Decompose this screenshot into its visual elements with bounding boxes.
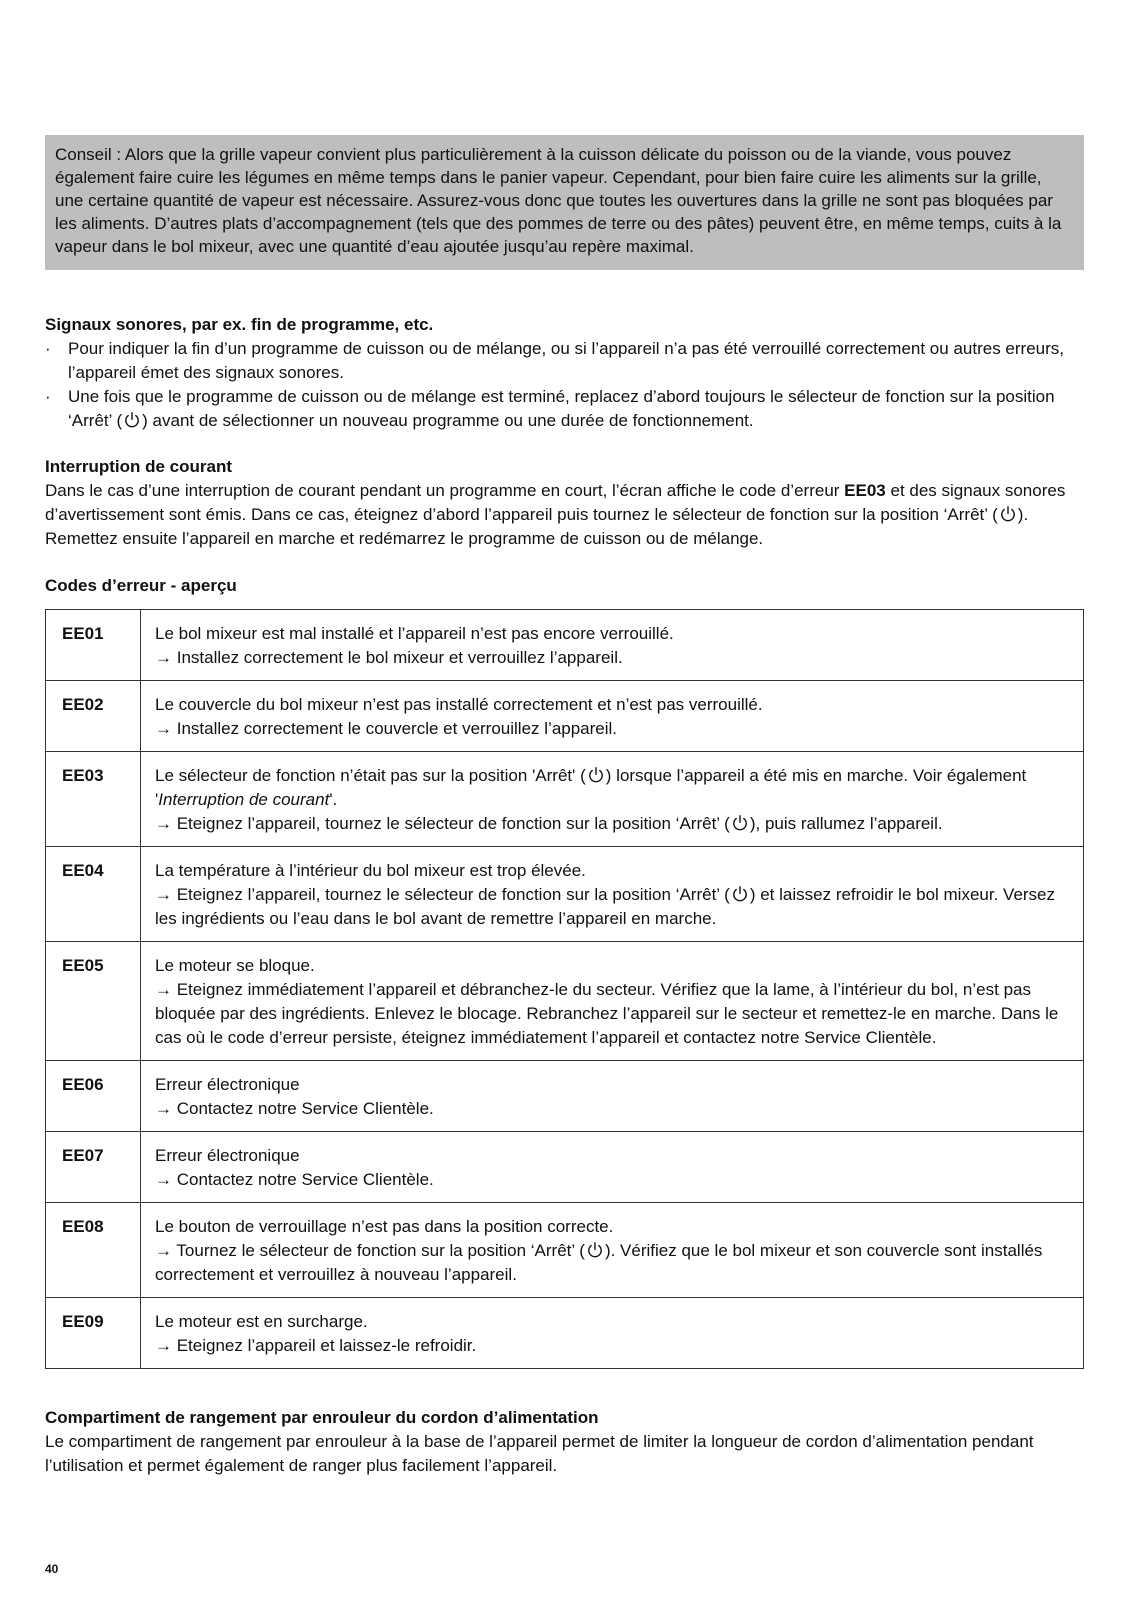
table-row (46, 847, 1084, 942)
error-description (141, 752, 1084, 847)
power-icon (123, 411, 141, 429)
power-outage-text (45, 479, 1087, 551)
table-row (46, 942, 1084, 1061)
error-codes-heading: Codes d’erreur - aperçu (45, 576, 237, 595)
error-line-1-end: '. (329, 790, 338, 809)
power-icon (587, 766, 605, 784)
storage-text: Le compartiment de rangement par enrouleur à la base de l’appareil permet de limiter la longueur de cordon d’alimentation pendant l’utilisation et permet également de ranger plus facilement l’appareil. (45, 1432, 1034, 1475)
error-code: EE08 (46, 1203, 141, 1298)
list-item (45, 385, 1087, 433)
error-line-1: Le moteur se bloque. (155, 956, 315, 975)
error-description (141, 1132, 1084, 1203)
power-outage-text-after: ). Remettez ensuite l’appareil en marche et redémarrez le programme de cuisson ou de mélange. (45, 505, 1029, 548)
table-row (46, 681, 1084, 752)
error-codes-heading-wrap (45, 574, 1087, 598)
signals-list (45, 337, 1087, 433)
error-description (141, 610, 1084, 681)
error-line-1: Erreur électronique (155, 1075, 300, 1094)
error-description (141, 942, 1084, 1061)
power-icon (731, 885, 749, 903)
table-row (46, 752, 1084, 847)
error-line-1: Le couvercle du bol mixeur n’est pas installé correctement et n’est pas verrouillé. (155, 695, 763, 714)
tip-box (45, 135, 1084, 270)
error-code: EE04 (46, 847, 141, 942)
power-outage-text-middle: et des signaux sonores d’avertissement sont émis. Dans ce cas, éteignez d’abord l’appareil puis tournez le sélecteur de fonction sur la position ‘Arrêt’ ( (45, 481, 1066, 524)
error-line-1: Le bouton de verrouillage n’est pas dans la position correcte. (155, 1217, 614, 1236)
error-line-1: Erreur électronique (155, 1146, 300, 1165)
error-line-2 (155, 812, 1069, 836)
bullet: · (45, 339, 51, 358)
table-row (46, 1298, 1084, 1369)
bullet: · (45, 387, 51, 406)
power-outage-text-before: Dans le cas d’une interruption de courant pendant un programme en court, l’écran affiche le code d’erreur (45, 481, 845, 500)
error-code: EE03 (46, 752, 141, 847)
error-line-2-after: ) et laissez refroidir le bol mixeur. Versez les ingrédients ou l’eau dans le bol avant de remettre l’appareil en marche. (155, 885, 1056, 928)
error-description (141, 1061, 1084, 1132)
signals-item-2-before: Une fois que le programme de cuisson ou de mélange est terminé, replacez d’abord toujours le sélecteur de fonction sur la position ‘Arrêt’ ( (68, 387, 1055, 430)
power-outage-code: EE03 (844, 481, 886, 500)
error-line-2-before: → Eteignez l’appareil, tournez le sélecteur de fonction sur la position ‘Arrêt’ ( (155, 814, 730, 833)
table-row (46, 1203, 1084, 1298)
storage-section (45, 1406, 1087, 1478)
error-line-2-before: → Tournez le sélecteur de fonction sur la position ‘Arrêt’ ( (155, 1241, 585, 1260)
signals-section (45, 313, 1087, 433)
error-description (141, 847, 1084, 942)
error-line-2-after: ), puis rallumez l’appareil. (749, 814, 943, 833)
power-icon (586, 1241, 604, 1259)
error-line-2-before: → Eteignez l’appareil, tournez le sélecteur de fonction sur la position ‘Arrêt’ ( (155, 885, 730, 904)
error-code: EE06 (46, 1061, 141, 1132)
error-line-2: → Installez correctement le couvercle et verrouillez l’appareil. (155, 719, 618, 738)
power-icon (999, 505, 1017, 523)
error-line-2-after: ). Vérifiez que le bol mixeur et son couvercle sont installés correctement et verrouillez à nouveau l’appareil. (155, 1241, 1043, 1284)
error-line-2: → Contactez notre Service Clientèle. (155, 1170, 434, 1189)
error-line-1-italic: Interruption de courant (158, 790, 330, 809)
error-code: EE05 (46, 942, 141, 1061)
error-line-2 (155, 1239, 1069, 1287)
power-outage-heading: Interruption de courant (45, 457, 232, 476)
error-line-2: → Contactez notre Service Clientèle. (155, 1099, 434, 1118)
error-line-2: → Eteignez l’appareil et laissez-le refroidir. (155, 1336, 477, 1355)
error-code: EE07 (46, 1132, 141, 1203)
error-description (141, 1203, 1084, 1298)
power-outage-section (45, 455, 1087, 551)
error-line-1: La température à l’intérieur du bol mixeur est trop élevée. (155, 861, 586, 880)
signals-item-2-after: ) avant de sélectionner un nouveau programme ou une durée de fonctionnement. (142, 411, 754, 430)
table-row (46, 1132, 1084, 1203)
error-code: EE02 (46, 681, 141, 752)
signals-item-1-text: Pour indiquer la fin d’un programme de cuisson ou de mélange, ou si l’appareil n’a pas été verrouillé correctement ou autres erreurs, l’appareil émet des signaux sonores. (68, 339, 1064, 382)
error-description (141, 1298, 1084, 1369)
error-line-1: Le bol mixeur est mal installé et l’appareil n’est pas encore verrouillé. (155, 624, 674, 643)
error-line-1: Le moteur est en surcharge. (155, 1312, 368, 1331)
error-line-2 (155, 883, 1069, 931)
error-code: EE09 (46, 1298, 141, 1369)
error-line-2: → Eteignez immédiatement l’appareil et débranchez-le du secteur. Vérifiez que la lame, à l’intérieur du bol, n’est pas bloquée par des ingrédients. Enlevez le blocage. Rebranchez l’appareil sur le secteur et remettez-le en marche. Dans le cas où le code d’erreur persiste, éteignez immédiatement l’appareil et contactez notre Service Clientèle. (155, 980, 1059, 1047)
error-codes-table (45, 609, 1084, 1369)
error-description (141, 681, 1084, 752)
error-line-1-before: Le sélecteur de fonction n’était pas sur la position 'Arrêt' ( (155, 766, 586, 785)
signals-heading: Signaux sonores, par ex. fin de programme, etc. (45, 315, 434, 334)
list-item (45, 337, 1087, 385)
error-line-1 (155, 764, 1069, 812)
table-row (46, 610, 1084, 681)
page-number: 40 (45, 1562, 59, 1576)
error-line-2: → Installez correctement le bol mixeur et verrouillez l’appareil. (155, 648, 623, 667)
table-row (46, 1061, 1084, 1132)
error-line-1-after: ) lorsque l’appareil a été mis en marche. Voir également ' (155, 766, 1027, 809)
storage-heading: Compartiment de rangement par enrouleur du cordon d’alimentation (45, 1408, 599, 1427)
tip-text: Conseil : Alors que la grille vapeur convient plus particulièrement à la cuisson délicate du poisson ou de la viande, vous pouvez également faire cuire les légumes en même temps dans le panier vapeur. Cependant, pour bien faire cuire les aliments sur la grille, une certaine quantité de vapeur est nécessaire. Assurez-vous donc que toutes les ouvertures dans la grille ne sont pas bloquées par les aliments. D’autres plats d’accompagnement (tels que des pommes de terre ou des pâtes) peuvent être, en même temps, cuits à la vapeur dans le bol mixeur, avec une quantité d’eau ajoutée jusqu’au repère maximal. (55, 145, 1062, 256)
power-icon (731, 814, 749, 832)
error-code: EE01 (46, 610, 141, 681)
